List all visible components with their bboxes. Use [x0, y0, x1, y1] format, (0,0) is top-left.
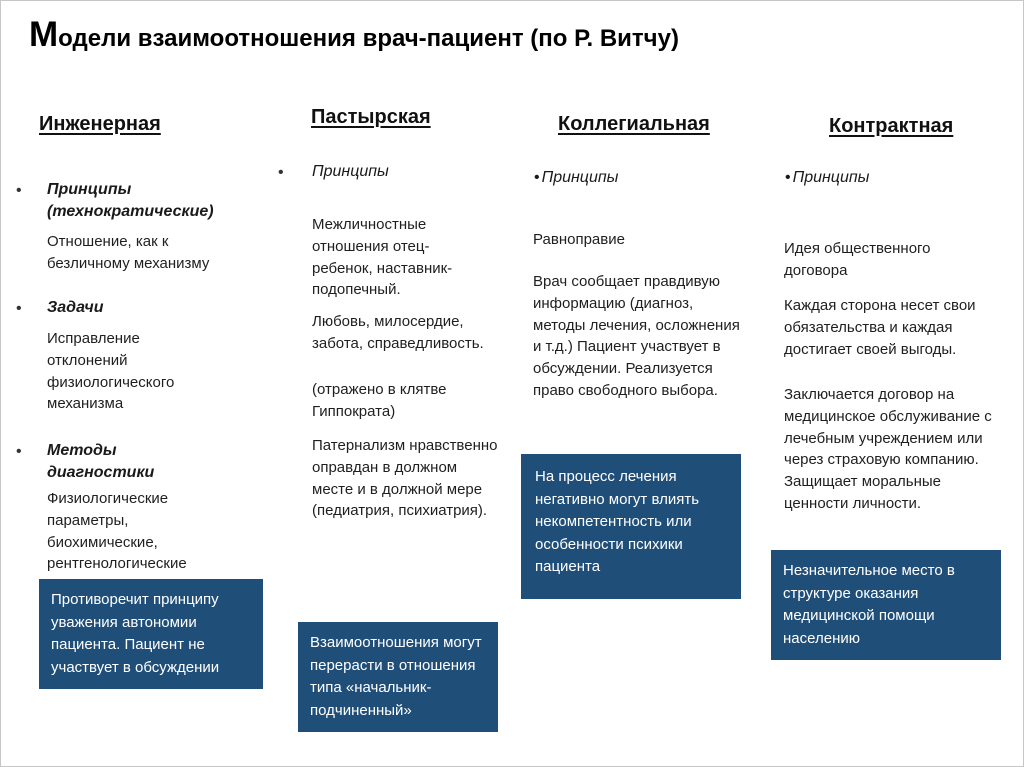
- highlight-box-engineering: Противоречит принципу уважения автономии пациента. Пациент не участвует в обсуждении: [39, 579, 263, 689]
- title-initial: М: [29, 15, 59, 54]
- methods-label: Методы диагностики: [47, 442, 155, 482]
- column-header-engineering: Инженерная: [39, 113, 161, 135]
- tasks-label: Задачи: [47, 299, 104, 316]
- tasks-text: Исправление отклонений физиологического механизма: [47, 330, 175, 413]
- paragraph: Заключается договор на медицинское обслуживание с лечебным учреждением или через страховую компанию. Защищает моральные ценности личности.: [784, 386, 992, 512]
- paragraph: Любовь, милосердие, забота, справедливость.: [312, 313, 484, 352]
- principles-text: Отношение, как к безличному механизму: [47, 233, 210, 272]
- paragraph: Равноправие: [533, 231, 625, 248]
- bullet-icon: •: [785, 169, 791, 186]
- principles-label-text: Принципы: [792, 169, 870, 186]
- principles-label-text: Принципы: [541, 169, 619, 186]
- title-rest: одели взаимоотношения врач-пациент (по Р. Витчу): [58, 25, 679, 52]
- paragraph: Каждая сторона несет свои обязательства и каждая достигает своей выгоды.: [784, 297, 976, 358]
- bullet-icon: •: [16, 182, 22, 199]
- paragraph: Межличностные отношения отец-ребенок, наставник-подопечный.: [312, 216, 453, 299]
- highlight-box-pastoral: Взаимоотношения могут перерасти в отношения типа «начальник-подчиненный»: [298, 622, 498, 732]
- bullet-icon: •: [534, 169, 540, 186]
- bullet-icon: •: [16, 300, 22, 317]
- highlight-box-collegial: На процесс лечения негативно могут влиять некомпетентность или особенности психики пациента: [521, 454, 741, 599]
- paragraph: (отражено в клятве Гиппократа): [312, 381, 447, 420]
- principles-label: [534, 167, 714, 189]
- bullet-icon: •: [278, 164, 284, 181]
- paragraph: Идея общественного договора: [784, 240, 931, 279]
- principles-label: Принципы: [312, 163, 389, 180]
- principles-label: Принципы (технократические): [47, 181, 214, 221]
- slide-title: [29, 15, 679, 55]
- bullet-icon: •: [16, 443, 22, 460]
- column-header-pastoral: Пастырская: [311, 106, 431, 128]
- column-header-collegial: Коллегиальная: [558, 113, 710, 135]
- paragraph: Врач сообщает правдивую информацию (диагноз, методы лечения, осложнения и т.д.) Пациент участвует в обсуждении. Реализуется право свободного выбора.: [533, 273, 740, 399]
- principles-label: [785, 167, 965, 189]
- column-header-contractual: Контрактная: [829, 115, 954, 137]
- paragraph: Патернализм нравственно оправдан в должном месте и в должной мере (педиатрия, психиатрия).: [312, 437, 498, 520]
- highlight-box-contractual: Незначительное место в структуре оказания медицинской помощи населению: [771, 550, 1001, 660]
- methods-text: Физиологические параметры, биохимические, рентгенологические: [47, 490, 187, 573]
